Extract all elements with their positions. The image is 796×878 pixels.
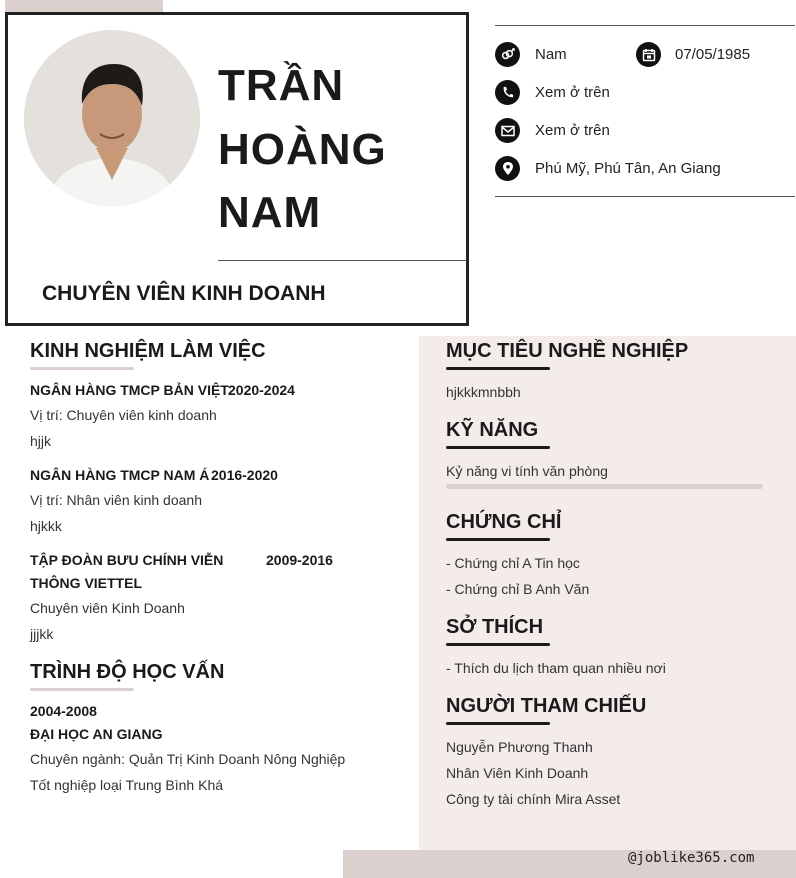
reference-name: Nguyễn Phương Thanh xyxy=(446,739,593,755)
education-school: ĐẠI HỌC AN GIANG xyxy=(30,726,163,742)
job-2-company: NGÂN HÀNG TMCP NAM Á xyxy=(30,467,210,483)
contact-top-divider xyxy=(495,25,795,26)
objective-text: hjkkkmnbbh xyxy=(446,384,521,400)
hobbies-underline xyxy=(446,643,550,646)
job-2-position: Vị trí: Nhân viên kinh doanh xyxy=(30,492,202,508)
reference-company: Công ty tài chính Mira Asset xyxy=(446,791,621,807)
skills-title: KỸ NĂNG xyxy=(446,419,539,441)
education-grade: Tốt nghiệp loại Trung Bình Khá xyxy=(30,777,224,793)
objective-title: MỤC TIÊU NGHỀ NGHIỆP xyxy=(446,340,689,362)
phone-icon xyxy=(495,80,520,105)
experience-title: KINH NGHIỆM LÀM VIỆC xyxy=(30,340,266,362)
education-underline xyxy=(30,688,134,691)
full-name-line-3: NAM xyxy=(218,188,322,237)
location-icon xyxy=(495,156,520,181)
job-1-description: hjjk xyxy=(30,433,52,449)
calendar-icon xyxy=(636,42,661,67)
watermark: @joblike365.com xyxy=(628,850,755,866)
education-title: TRÌNH ĐỘ HỌC VẤN xyxy=(30,661,225,683)
hobby-item: - Thích du lịch tham quan nhiều nơi xyxy=(446,660,666,676)
job-title: CHUYÊN VIÊN KINH DOANH xyxy=(42,282,326,305)
job-3-company-line-1: TẬP ĐOÀN BƯU CHÍNH VIỄN xyxy=(30,552,224,568)
certificate-item: - Chứng chỉ B Anh Văn xyxy=(446,581,590,597)
job-2-period: 2016-2020 xyxy=(211,467,278,483)
address-value: Phú Mỹ, Phú Tân, An Giang xyxy=(535,160,721,177)
phone-value: Xem ở trên xyxy=(535,84,610,101)
certificates-underline xyxy=(446,538,550,541)
dob-value: 07/05/1985 xyxy=(675,46,751,63)
full-name-line-2: HOÀNG xyxy=(218,125,387,174)
gender-icon xyxy=(495,42,520,67)
references-title: NGƯỜI THAM CHIẾU xyxy=(446,695,647,717)
avatar-photo xyxy=(24,30,200,206)
job-2-description: hjkkk xyxy=(30,518,62,534)
email-value: Xem ở trên xyxy=(535,122,610,139)
skills-underline xyxy=(446,446,550,449)
full-name-line-1: TRẦN xyxy=(218,61,345,110)
hobbies-title: SỞ THÍCH xyxy=(446,616,544,638)
email-icon xyxy=(495,118,520,143)
skill-name: Kỷ năng vi tính văn phòng xyxy=(446,463,608,479)
skill-level-bar xyxy=(446,484,763,489)
gender-value: Nam xyxy=(535,46,567,63)
job-1-period: 2020-2024 xyxy=(228,382,295,398)
job-3-position: Chuyên viên Kinh Doanh xyxy=(30,600,185,616)
experience-underline xyxy=(30,367,134,370)
reference-position: Nhân Viên Kinh Doanh xyxy=(446,765,589,781)
references-underline xyxy=(446,722,550,725)
job-3-period: 2009-2016 xyxy=(266,552,333,568)
job-3-company-line-2: THÔNG VIETTEL xyxy=(30,575,142,591)
objective-underline xyxy=(446,367,550,370)
job-3-description: jjjkk xyxy=(30,626,54,642)
certificates-title: CHỨNG CHỈ xyxy=(446,511,562,533)
education-major: Chuyên ngành: Quản Trị Kinh Doanh Nông Nghiệp xyxy=(30,751,346,767)
avatar xyxy=(24,30,200,206)
name-divider xyxy=(218,260,467,261)
job-1-position: Vị trí: Chuyên viên kinh doanh xyxy=(30,407,217,423)
contact-bottom-divider xyxy=(495,196,795,197)
education-period: 2004-2008 xyxy=(30,703,97,719)
job-1-company: NGÂN HÀNG TMCP BẢN VIỆT xyxy=(30,382,229,398)
certificate-item: - Chứng chỉ A Tin học xyxy=(446,555,580,571)
